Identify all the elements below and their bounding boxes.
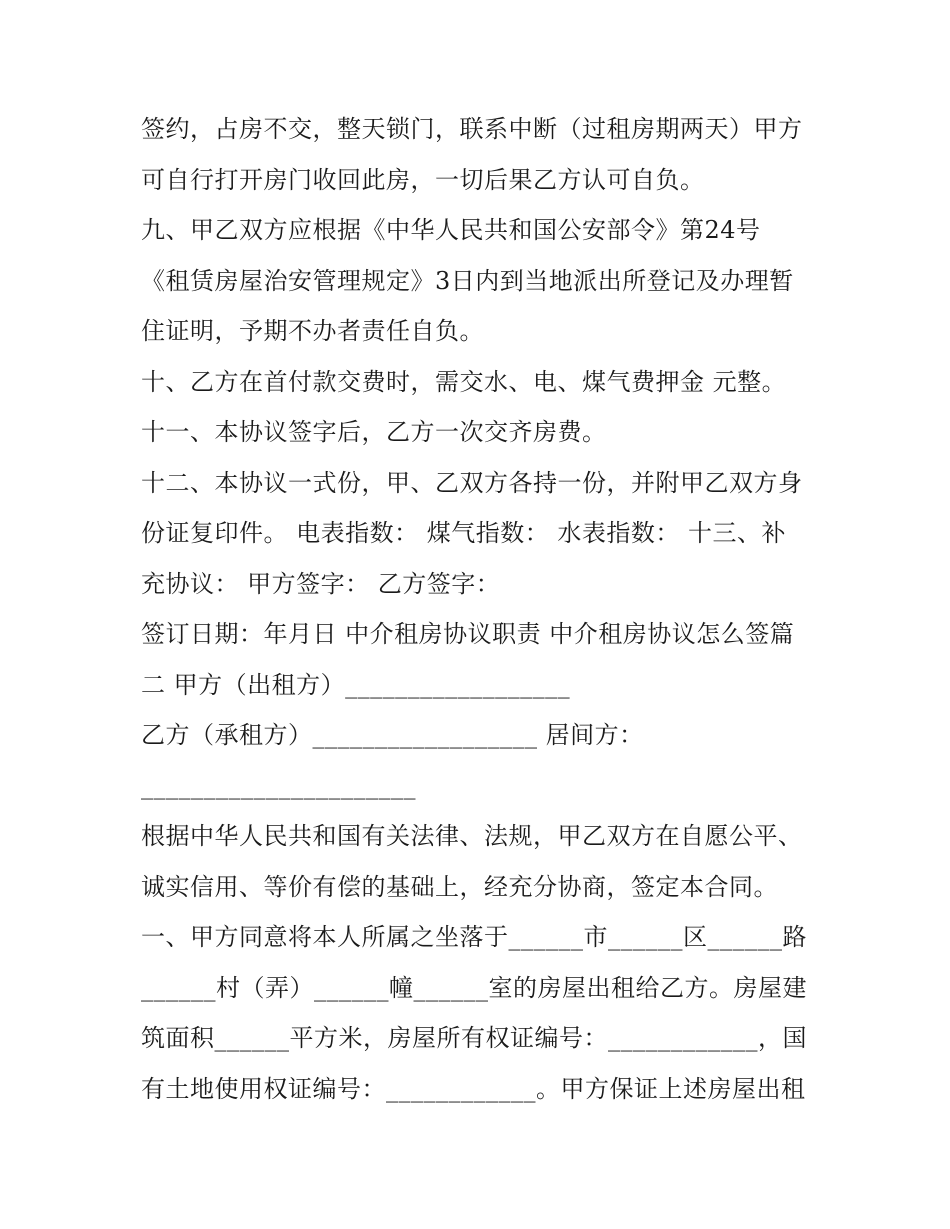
text-line: 一、甲方同意将本人所属之坐落于______市______区______路: [141, 923, 807, 951]
text-line: 筑面积______平方米，房屋所有权证编号：____________，国: [141, 1024, 807, 1052]
text-line: 签约，占房不交，整天锁门，联系中断（过租房期两天）甲方: [141, 115, 803, 143]
text-line: 十二、本协议一式份，甲、乙双方各持一份，并附甲乙双方身: [141, 468, 803, 497]
text-line: 十一、本协议签字后，乙方一次交齐房费。: [141, 418, 607, 446]
text-line: 签订日期：年月日 中介租房协议职责 中介租房协议怎么签篇: [141, 620, 795, 648]
text-line: 《租赁房屋治安管理规定》3日内到当地派出所登记及办理暂: [141, 266, 794, 295]
text-line: 诚实信用、等价有偿的基础上，经充分协商，签定本合同。: [141, 872, 778, 901]
text-line: 份证复印件。 电表指数： 煤气指数： 水表指数： 十三、补: [141, 519, 787, 547]
text-line: 可自行打开房门收回此房，一切后果乙方认可自负。: [141, 165, 705, 194]
text-line: 乙方（承租方）__________________ 居间方：: [141, 721, 644, 749]
text-line: 有土地使用权证编号：____________。甲方保证上述房屋出租: [141, 1074, 806, 1103]
text-line: 住证明，予期不办者责任自负。: [141, 317, 484, 345]
text-line: ______村（弄）______幢______室的房屋出租给乙方。房屋建: [141, 973, 807, 1002]
text-line: 十、乙方在首付款交费时，需交水、电、煤气费押金 元整。: [141, 367, 787, 396]
text-line: 二 甲方（出租方）__________________: [141, 670, 571, 699]
text-line: 充协议： 甲方签字： 乙方签字：: [141, 569, 501, 598]
document-page: [141, 104, 821, 1114]
text-line: 九、甲乙双方应根据《中华人民共和国公安部令》第24号: [141, 216, 761, 244]
text-line: ______________________: [141, 771, 416, 800]
text-line: 根据中华人民共和国有关法律、法规，甲乙双方在自愿公平、: [141, 822, 803, 850]
